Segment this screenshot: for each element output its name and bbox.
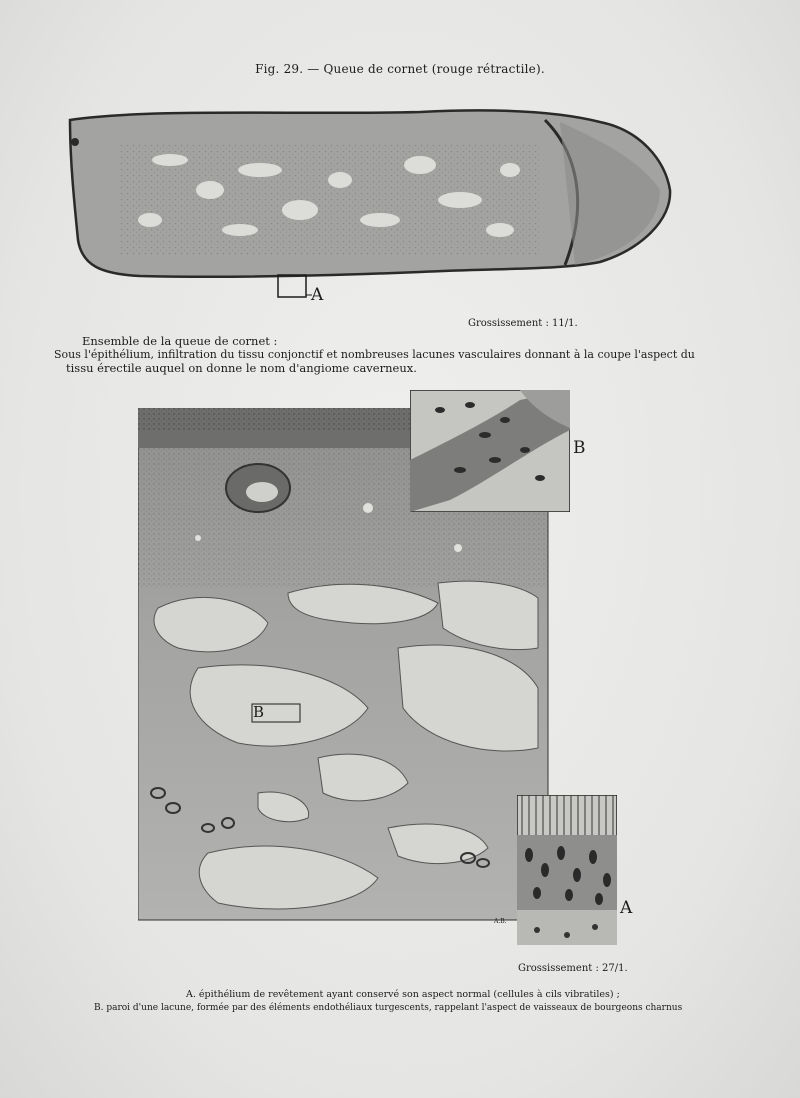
- top-magnification: Grossissement : 11/1.: [468, 318, 578, 329]
- inset-a-label: A: [620, 898, 633, 918]
- caption-line-3: tissu érectile auquel on donne le nom d'angiome caverneux.: [66, 361, 417, 375]
- inset-b-detail: [410, 390, 570, 512]
- legend-a: A. épithélium de revêtement ayant conservé son aspect normal (cellules à cils vibratiles) ;: [186, 989, 620, 1000]
- legend-b: B. paroi d'une lacune, formée par des éléments endothéliaux turgescents, rappelant l'aspect de vaisseaux de bourgeons charnus: [94, 1003, 683, 1013]
- inset-b-label: B: [573, 438, 586, 458]
- inset-a-detail: [517, 795, 617, 945]
- caption-line-2: Sous l'épithélium, infiltration du tissu conjonctif et nombreuses lacunes vasculaires donnant à la coupe l'aspect du: [54, 348, 695, 361]
- artist-signature: A.B.: [494, 918, 507, 925]
- box-b-label: B: [253, 703, 265, 721]
- top-label-a: A: [311, 285, 324, 305]
- caption-line-1: Ensemble de la queue de cornet :: [82, 334, 278, 348]
- bottom-magnification: Grossissement : 27/1.: [518, 963, 628, 974]
- figure-title: Fig. 29. — Queue de cornet (rouge rétractile).: [255, 62, 545, 76]
